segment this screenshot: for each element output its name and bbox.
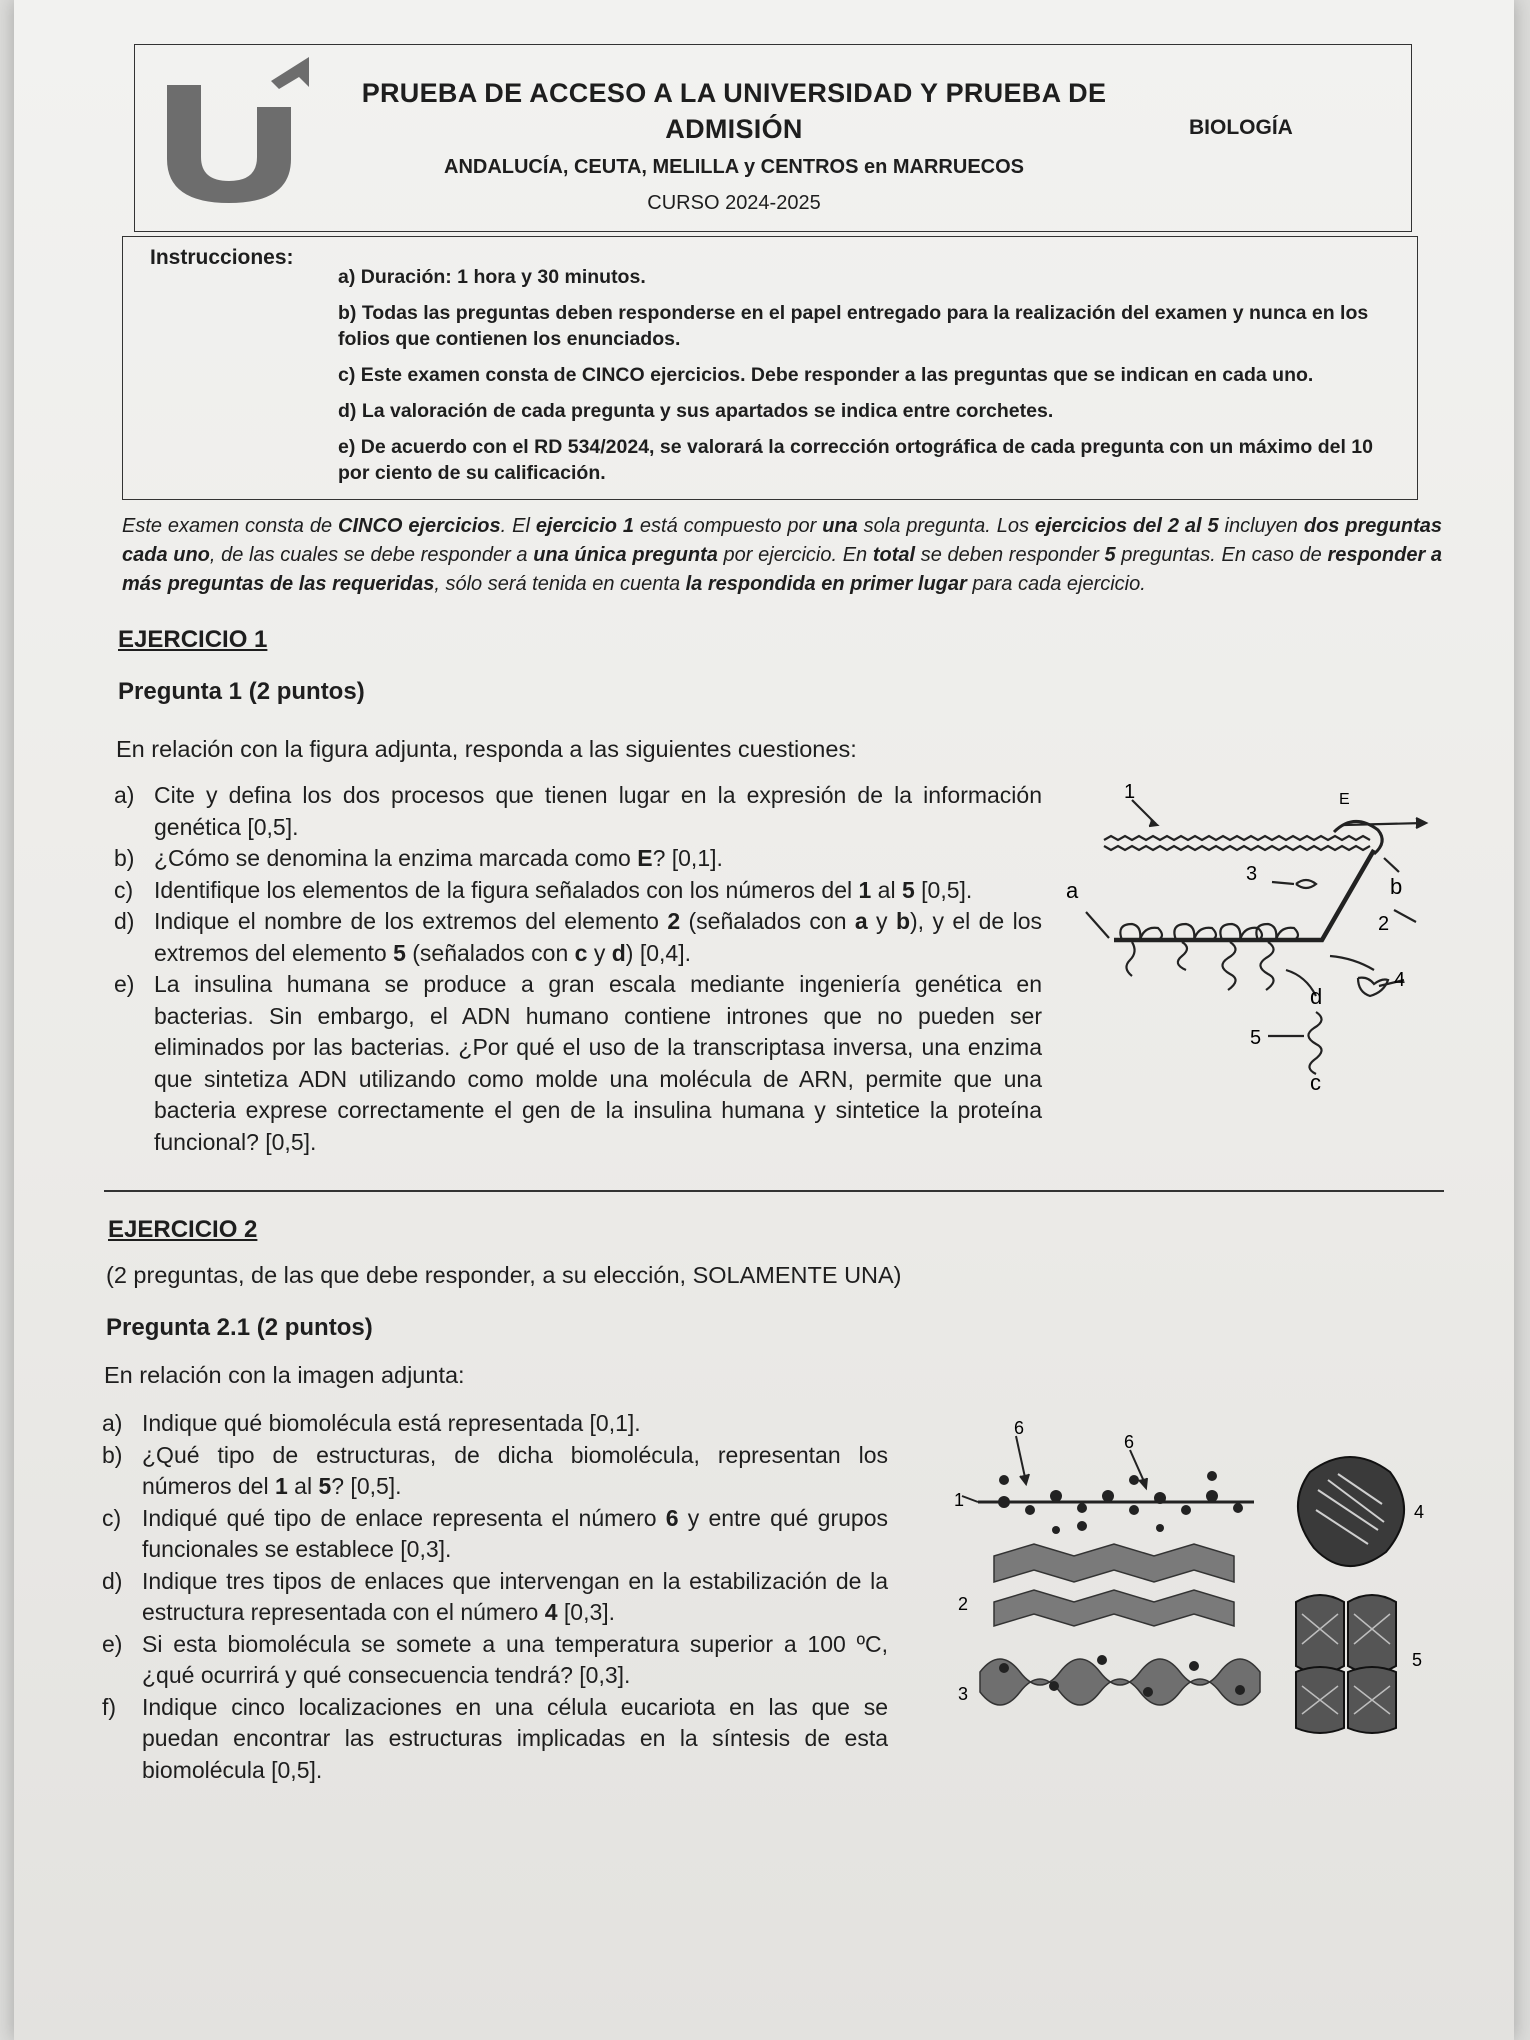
question-item <box>114 906 1042 969</box>
header-course: CURSO 2024-2025 <box>647 192 821 214</box>
fig1-label-5: 5 <box>1250 1027 1262 1049</box>
header-region: ANDALUCÍA, CEUTA, MELILLA y CENTROS en MARRUECOS <box>444 156 1024 178</box>
instruction-item: a) Duración: 1 hora y 30 minutos. <box>338 266 646 288</box>
question-text: Indique qué biomolécula está representada [0,1]. <box>142 1410 641 1436</box>
ejercicio2-title: EJERCICIO 2 <box>108 1216 258 1243</box>
fig1-label-2: 2 <box>1378 913 1390 935</box>
instruction-item: e) De acuerdo con el RD 534/2024, se valorará la corrección ortográfica de cada pregunta con un máximo del 10 por ciento de su calificación. <box>338 436 1373 484</box>
question-letter: c) <box>114 876 134 903</box>
question-text: ), y el de los extremos del elemento <box>154 908 1042 966</box>
question-text: 5 <box>318 1473 332 1499</box>
question-text: 2 <box>667 908 681 934</box>
question-text: (señalados con <box>680 908 855 934</box>
question-text: Indique el nombre de los extremos del elemento <box>154 908 668 934</box>
ejercicio1-title: EJERCICIO 1 <box>118 626 268 653</box>
question-text: y entre qué grupos funcionales se establece [0,3]. <box>142 1504 888 1562</box>
question-item <box>114 843 1042 875</box>
question-letter: a) <box>102 1410 123 1436</box>
fig1-label-a: a <box>1066 878 1079 903</box>
exam-sheet <box>14 0 1514 2040</box>
question-text: c <box>574 939 588 966</box>
fig1-label-d: d <box>1310 984 1323 1009</box>
question-text: Identifique los elementos de la figura señalados con los números del <box>154 876 859 903</box>
translation-figure <box>1054 780 1434 1100</box>
fig2-label-4: 4 <box>1414 1502 1425 1522</box>
question-item <box>102 1629 888 1692</box>
question-text: (señalados con <box>405 939 575 966</box>
instructions-label: Instrucciones: <box>150 246 294 269</box>
question-letter: d) <box>114 908 135 934</box>
ejercicio2-note: (2 preguntas, de las que debe responder, a su elección, SOLAMENTE UNA) <box>106 1262 902 1288</box>
fig2-label-6a: 6 <box>1014 1418 1025 1438</box>
question-text: E <box>637 845 653 871</box>
question-text: Cite y defina los dos procesos que tienen lugar en la expresión de la información genética [0,5]. <box>154 782 1042 840</box>
question-text: d <box>611 939 626 966</box>
fig2-label-6b: 6 <box>1124 1432 1135 1452</box>
question-letter: f) <box>102 1693 117 1720</box>
question-text: Si esta biomolécula se somete a una temperatura superior a 100 ºC, ¿qué ocurrirá y qué consecuencia tendrá? [0,3]. <box>142 1630 888 1688</box>
question-item <box>102 1503 888 1566</box>
instruction-item: b) Todas las preguntas deben responderse en el papel entregado para la realización del examen y nunca en los folios que contienen los enunciados. <box>338 302 1369 350</box>
question-text: al <box>287 1473 319 1499</box>
fig1-label-1: 1 <box>1124 781 1136 803</box>
question-text: Indique tres tipos de enlaces que intervengan en la estabilización de la estructura representada con el número <box>142 1567 888 1625</box>
question-item <box>114 780 1042 843</box>
exam-intro-paragraph: Este examen consta de CINCO ejercicios. El ejercicio 1 está compuesto por una sola pregunta. Los ejercicios del 2 al 5 incluyen dos preguntas cada uno, de las cuales se debe responder a una única pregunta por ejercicio. En total se deben responder 5 preguntas. En caso de responder a más preguntas de las requeridas, sólo será tenida en cuenta la respondida en primer lugar para cada ejercicio. <box>122 515 1443 595</box>
question-text: ? [0,1]. <box>652 845 723 871</box>
question-text: Indiqué qué tipo de enlace representa el número <box>142 1504 666 1531</box>
question-text: ? [0,5]. <box>331 1473 402 1499</box>
question-item <box>102 1692 888 1787</box>
question-text: 1 <box>858 876 872 903</box>
question-letter: e) <box>114 971 135 997</box>
question-text: y <box>587 939 612 966</box>
question-text: 5 <box>901 876 915 903</box>
header-subject: BIOLOGÍA <box>1189 116 1293 139</box>
question-item <box>114 875 1042 907</box>
pregunta1-lead: En relación con la figura adjunta, responda a las siguientes cuestiones: <box>116 736 857 762</box>
question-text: Indique cinco localizaciones en una célula eucariota en las que se puedan encontrar las estructuras implicadas en la síntesis de esta biomolécula [0,5]. <box>142 1693 888 1783</box>
question-text: 1 <box>274 1473 288 1499</box>
header-title-line1: PRUEBA DE ACCESO A LA UNIVERSIDAD Y PRUEBA DE <box>361 78 1107 108</box>
question-text: b <box>895 908 911 934</box>
header-title-line2: ADMISIÓN <box>665 114 803 144</box>
fig2-label-1: 1 <box>954 1490 965 1510</box>
fig2-label-5: 5 <box>1412 1650 1423 1670</box>
fig1-label-c: c <box>1310 1070 1321 1095</box>
fig1-label-b: b <box>1390 874 1403 899</box>
fig2-label-3: 3 <box>958 1684 969 1704</box>
question-item <box>102 1566 888 1629</box>
university-u-logo-icon <box>159 55 319 205</box>
pregunta21-lead: En relación con la imagen adjunta: <box>104 1362 465 1388</box>
question-letter: b) <box>114 845 135 871</box>
section-divider <box>104 1190 1444 1192</box>
question-letter: e) <box>102 1630 123 1657</box>
question-text: y <box>867 908 896 934</box>
fig1-label-3: 3 <box>1246 863 1258 885</box>
question-text: ¿Cómo se denomina la enzima marcada como <box>154 845 638 871</box>
fig1-label-E: E <box>1339 791 1350 808</box>
fig1-label-4: 4 <box>1394 969 1406 991</box>
protein-structure-figure <box>934 1410 1454 1740</box>
question-text: 5 <box>393 939 406 966</box>
instruction-item: d) La valoración de cada pregunta y sus apartados se indica entre corchetes. <box>338 400 1054 422</box>
question-text: [0,5]. <box>914 876 973 903</box>
question-text: 4 <box>544 1599 558 1625</box>
question-item <box>102 1440 888 1503</box>
question-item <box>102 1408 888 1440</box>
question-text: ¿Qué tipo de estructuras, de dicha biomolécula, representan los números del <box>142 1441 888 1499</box>
pregunta1-title: Pregunta 1 (2 puntos) <box>118 678 365 705</box>
question-text: 6 <box>665 1504 679 1531</box>
pregunta1-list <box>114 780 1042 1158</box>
question-letter: b) <box>102 1441 123 1468</box>
question-item <box>114 969 1042 1158</box>
pregunta21-title: Pregunta 2.1 (2 puntos) <box>106 1314 373 1341</box>
instruction-item: c) Este examen consta de CINCO ejercicios. Debe responder a las preguntas que se indican en cada uno. <box>338 364 1314 386</box>
question-letter: d) <box>102 1567 123 1594</box>
question-text: [0,3]. <box>557 1599 616 1625</box>
question-text: La insulina humana se produce a gran escala mediante ingeniería genética en bacterias. Sin embargo, el ADN humano contiene intrones que no pueden ser eliminados por las bacterias. ¿Por qué el uso de la transcriptasa inversa, una enzima que sintetiza ADN utilizando como molde una molécula de ARN, permite que una bacteria exprese correctamente el gen de la insulina humana y sintetice la proteína funcional? [0,5]. <box>154 971 1042 1155</box>
pregunta21-list <box>102 1408 888 1786</box>
question-text: a <box>854 908 868 934</box>
fig2-label-2: 2 <box>958 1594 969 1614</box>
question-text: ) [0,4]. <box>625 939 691 966</box>
question-letter: a) <box>114 782 135 808</box>
question-letter: c) <box>102 1504 122 1531</box>
question-text: al <box>871 876 902 903</box>
